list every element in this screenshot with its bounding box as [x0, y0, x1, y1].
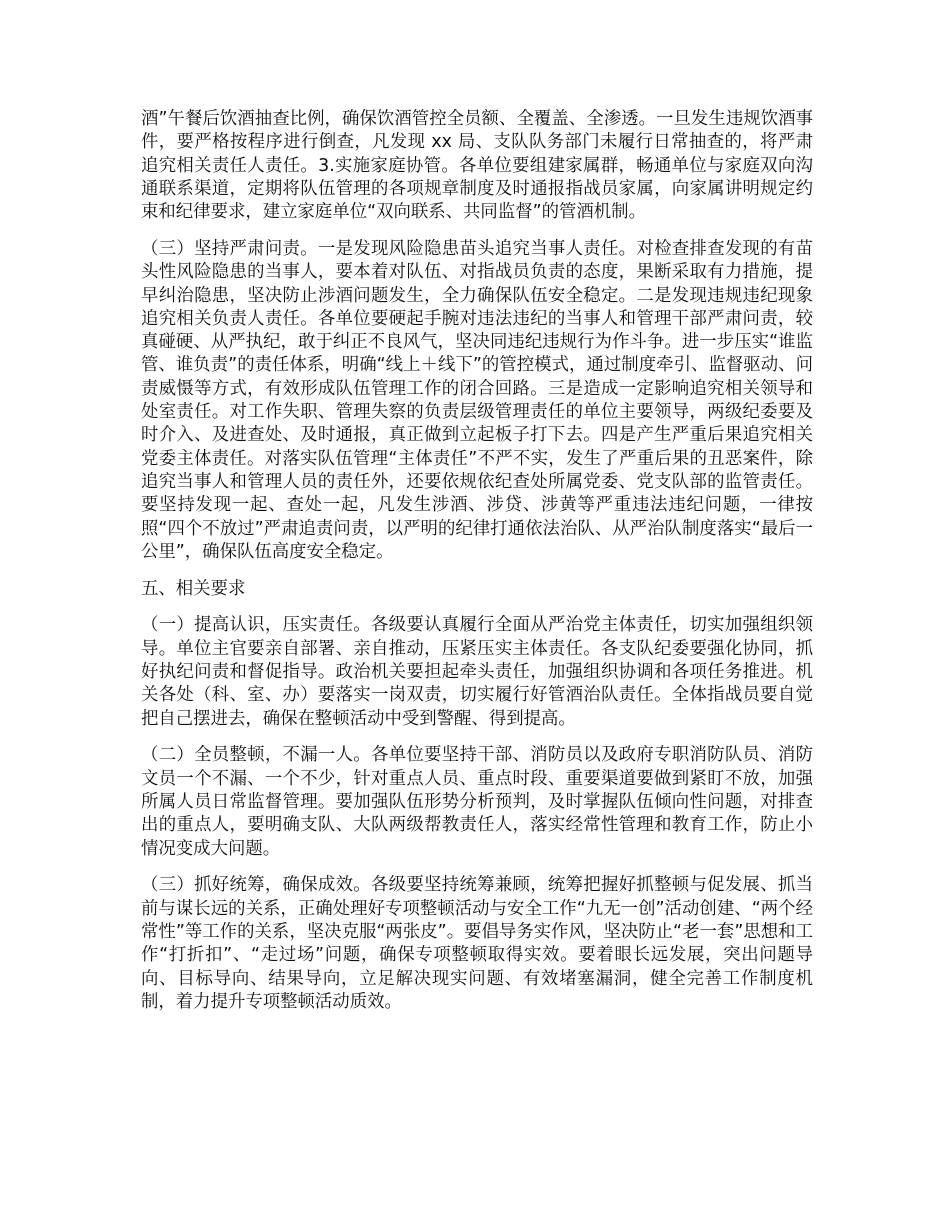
paragraph-raise-awareness: （一）提高认识，压实责任。各级要认真履行全面从严治党主体责任，切实加强组织领导。单位主官要亲自部署、亲自推动，压紧压实主体责任。各支队纪委要强化协同，抓好执纪问责和督促指导。政治机关要担起牵头责任，加强组织协调和各项任务推进。机关各处（科、室、办）要落实一岗双责，切实履行好管酒治队责任。全体指战员要自觉把自己摆进去，确保在整顿活动中受到警醒、得到提高。: [141, 615, 813, 729]
document-page: [141, 108, 813, 1028]
paragraph-full-rectification: （二）全员整顿，不漏一人。各单位要坚持干部、消防员以及政府专职消防队员、消防文员一个不漏、一个不少，针对重点人员、重点时段、重要渠道要做到紧盯不放，加强所属人员日常监督管理。要加强队伍形势分析预判，及时掌握队伍倾向性问题，对排查出的重点人，要明确支队、大队两级帮教责任人，落实经常性管理和教育工作，防止小情况变成大问题。: [141, 745, 813, 859]
section-heading-requirements: 五、相关要求: [141, 578, 246, 599]
paragraph-strict-accountability: （三）坚持严肃问责。一是发现风险隐患苗头追究当事人责任。对检查排查发现的有苗头性风险隐患的当事人，要本着对队伍、对指战员负责的态度，果断采取有力措施，提早纠治隐患，坚决防止涉酒问题发生，全力确保队伍安全稳定。二是发现违规违纪现象追究相关负责人责任。各单位要硬起手腕对违法违纪的当事人和管理干部严肃问责，较真碰硬、从严执纪，敢于纠正不良风气，坚决同违纪违规行为作斗争。进一步压实“谁监管、谁负责”的责任体系，明确“线上＋线下”的管控模式，通过制度牵引、监督驱动、问责威慑等方式，有效形成队伍管理工作的闭合回路。三是造成一定影响追究相关领导和处室责任。对工作失职、管理失察的负责层级管理责任的单位主要领导，两级纪委要及时介入、及进查处、及时通报，真正做到立起板子打下去。四是产生严重后果追究相关党委主体责任。对落实队伍管理“主体责任”不严不实，发生了严重后果的丑恶案件，除追究当事人和管理人员的责任外，还要依规依纪查处所属党委、党支队部的监管责任。要坚持发现一起、查处一起，凡发生涉酒、涉贷、涉黄等严重违法违纪问题，一律按照“四个不放过”严肃追责问责，以严明的纪律打通依法治队、从严治队制度落实“最后一公里”，确保队伍高度安全稳定。: [141, 238, 813, 562]
paragraph-alcohol-control: 酒”午餐后饮酒抽查比例，确保饮酒管控全员额、全覆盖、全渗透。一旦发生违规饮酒事件，要严格按程序进行倒查，凡发现 xx 局、支队队务部门未履行日常抽查的，将严肃追究相关责任人责任。3.实施家庭协管。各单位要组建家属群，畅通单位与家庭双向沟通联系渠道，定期将队伍管理的各项规章制度及时通报指战员家属，向家属讲明规定约束和纪律要求，建立家庭单位“双向联系、共同监督”的管酒机制。: [141, 109, 813, 223]
paragraph-overall-planning: （三）抓好统筹，确保成效。各级要坚持统筹兼顾，统筹把握好抓整顿与促发展、抓当前与谋长远的关系，正确处理好专项整顿活动与安全工作“九无一创”活动创建、“两个经常性”等工作的关系，坚决克服“两张皮”。要倡导务实作风，坚决防止“老一套”思想和工作“打折扣”、“走过场”问题，确保专项整顿取得实效。要着眼长远发展，突出问题导向、目标导向、结果导向，立足解决现实问题、有效堵塞漏洞，健全完善工作制度机制，着力提升专项整顿活动质效。: [141, 875, 813, 1012]
